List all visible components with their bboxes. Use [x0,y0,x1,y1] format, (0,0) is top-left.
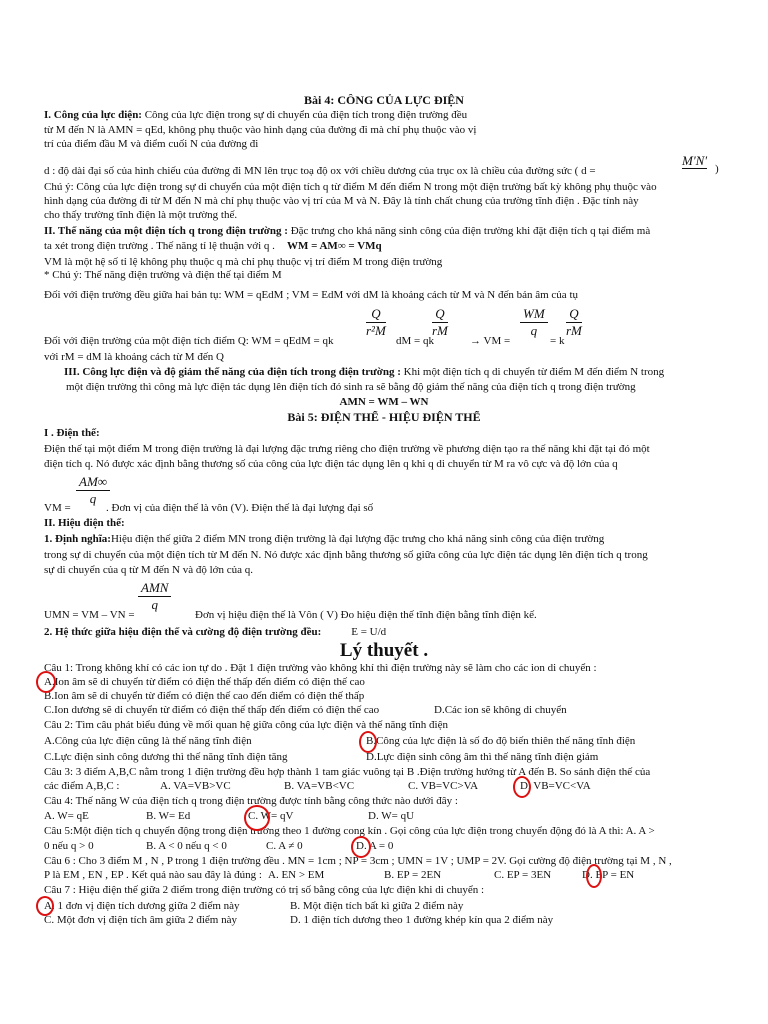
question-1-option-a: A.Ion âm sẽ di chuyển từ điểm có điện thế thấp đến điểm có điện thế cao [44,676,365,688]
question-5-line-1: Câu 5:Một điện tích q chuyển động trong điện trường theo 1 đường cong kín . Gọi công của lực điện trong chuyển động đó là A thì: A. A > [44,825,655,837]
fraction-amn-over-q: AMN q [138,580,171,613]
answer-mark-q7 [36,896,54,916]
question-7: Câu 7 : Hiệu điện thế giữa 2 điểm trong điện trường có trị số bằng công của lực điện khi di chuyển : [44,884,485,896]
answer-mark-q2 [359,731,377,753]
question-6-option-c: C. EP = 3EN [494,869,552,881]
fraction-q-over-r-2: $\frac{Q}{rM}$ [566,306,582,338]
answer-mark-q5 [351,836,371,858]
question-4-option-a: A. W= qE [44,810,89,822]
question-5-option-d: D. A = 0 [356,840,394,852]
lesson5-section-1-line-3: . Đơn vị của điện thế là vôn (V). Điện thế là đại lượng đại số [106,502,374,514]
lesson5-section-1-line-2: điện tích q. Nó được xác định bằng thương số của công của lực điện tác dụng lên q khi q di chuyển từ M ra vô cực và độ lớn của q [44,458,618,470]
section-1-note-2: hình dạng của đường đi từ M đến N mà chỉ phụ thuộc vào vị trí của M và N. Đây là tính chất chung của trường tĩnh điện . Đặc tính này [44,195,639,207]
lesson5-section-1-line-1: Điện thế tại một điểm M trong điện trường là đại lượng đặc trưng riêng cho điện trường về phương diện tạo ra thế năng khi đặt tại đó một [44,443,650,455]
fraction-q-over-r2: $\frac{Q}{\text{r²M}}$ [366,306,386,338]
question-6-option-b: B. EP = 2EN [384,869,442,881]
section-2-line-7: với rM = dM là khoảng cách từ M đến Q [44,351,224,363]
question-3-option-c: C. VB=VC>VA [408,780,479,792]
question-4-option-b: B. W= Ed [146,810,191,822]
question-7-option-c: C. Một đơn vị điện tích âm giữa 2 điểm này [44,914,237,926]
question-4-option-d: D. W= qU [368,810,415,822]
section-1-line-2: từ M đến N là AMN = qEd, không phụ thuộc vào hình dạng của đường đi mà chỉ phụ thuộc vào vị [44,124,477,136]
lesson5-title: Bài 5: ĐIỆN THẾ - HIỆU ĐIỆN THẾ [287,411,481,424]
section-2-line-6b: dM = qk [396,335,434,347]
question-4: Câu 4: Thế năng W của điện tích q trong điện trường được tính bằng công thức nào dưới đây : [44,795,458,807]
lesson5-section-1-head: I . Điện thế: [44,427,100,439]
question-5-option-b: B. A < 0 nếu q < 0 [146,840,227,852]
lesson5-section-2-line-5: 2. Hệ thức giữa hiệu điện thế và cường độ điện trường đều: E = U/d [44,626,387,638]
lesson5-section-2-head: II. Hiệu điện thế: [44,517,125,529]
section-1-line-1: I. Công của lực điện: Công của lực điện trong sự di chuyển của điện tích trong điện trường đều [44,109,468,121]
question-3-line-2: các điểm A,B,C : [44,780,120,792]
answer-mark-q1 [36,671,56,693]
answer-mark-q4 [244,805,270,831]
fraction-a-inf-over-q: $\frac{AM\infty}{q}$ [76,474,110,507]
section-2-line-3: VM là một hệ số tỉ lệ không phụ thuộc q mà chỉ phụ thuộc vị trí điểm M trong điện trường [44,256,443,268]
question-2-option-b: B.Công của lực điện là số đo độ biến thiên thế năng tĩnh điện [366,735,636,747]
lesson4-title: Bài 4: CÔNG CỦA LỰC ĐIỆN [304,94,464,107]
section-1-note-3: cho thấy trường tĩnh điện là một trường thế. [44,209,238,221]
section-2-line-4: * Chú ý: Thế năng điện trường và điện thế tại điểm M [44,269,282,281]
question-5-option-a: 0 nếu q > 0 [44,840,94,852]
question-1-option-d: D.Các ion sẽ không di chuyển [434,704,567,716]
question-7-option-d: D. 1 điện tích dương theo 1 đường khép kín qua 2 điểm này [290,914,554,926]
question-6-option-d: D. EP = EN [582,869,635,881]
question-3-line-1: Câu 3: 3 điểm A,B,C nằm trong 1 điện trường đều hợp thành 1 tam giác vuông tại B .Điện trường hướng từ A đến B. So sánh điện thế của [44,766,651,778]
d-formula: M'N' [682,153,708,168]
question-2: Câu 2: Tìm câu phát biểu đúng về mối quan hệ giữa công của lực điện và thế năng tĩnh điện [44,719,448,731]
question-3-option-d: D. VB=VC<VA [520,780,591,792]
lesson5-umn-label: UMN = VM – VN = [44,609,135,621]
fraction-w-over-q: $\frac{WM}{q}$ [520,306,548,339]
question-2-option-d: D.Lực điện sinh công âm thì thế năng tĩnh điện giảm [366,751,599,763]
section-2-line-6a: Đối với điện trường của một điện tích điểm Q: WM = qEdM = qk [44,335,334,347]
section-2-line-1: II. Thế năng của một điện tích q trong điện trường : Đặc trưng cho khả năng sinh công của điện trường khi đặt điện tích q tại điểm mà [44,225,651,237]
question-7-option-b: B. Một điện tích bất kì giữa 2 điểm này [290,900,464,912]
section-1-note-1: Chú ý: Công của lực điện trong sự di chuyển của một điện tích q từ điểm M đến điểm N trong một điện trường bất kỳ không phụ thuộc vào [44,181,657,193]
question-6-option-a: A. EN > EM [268,869,325,881]
section-2-line-6d: = k [550,335,565,347]
lesson5-section-2-line-4: Đơn vị hiệu điện thế là Vôn ( V) Đo hiệu điện thế tĩnh điện bằng tĩnh điện kế. [195,609,537,621]
section-2-line-5: Đối với điện trường đều giữa hai bản tụ: WM = qEdM ; VM = EdM với dM là khoảng cách từ M và N đến bản âm của tụ [44,289,578,301]
lesson5-section-2-line-2: trong sự di chuyển của một điện tích từ M đến N. Nó được xác định bằng thương số giữa công của lực điện tác dụng lên điện tích q trong [44,549,648,561]
question-7-option-a: A. 1 đơn vị điện tích dương giữa 2 điểm này [44,900,240,912]
question-1: Câu 1: Trong không khí có các ion tự do . Đặt 1 điện trường vào không khí thì điện trường này sẽ làm cho các ion di chuyển : [44,662,597,674]
question-1-option-c: C.Ion dương sẽ di chuyển từ điểm có điện thế thấp đến điểm có điện thế cao [44,704,380,716]
question-6-line-2: P là EM , EN , EP . Kết quả nào sau đây là đúng : [44,869,262,881]
question-2-option-c: C.Lực điện sinh công dương thì thế năng tĩnh điện tăng [44,751,288,763]
theory-title: Lý thuyết . [339,640,429,661]
question-3-option-a: A. VA=VB>VC [160,780,231,792]
question-4-option-c: C. W= qV [248,810,294,822]
section-2-line-2: ta xét trong điện trường . Thế năng tỉ lệ thuận với q . WM = AM∞ = VMq [44,240,382,252]
section-1-line-3: trí của điểm đầu M và điểm cuối N của đường đi [44,138,259,150]
question-1-option-b: B.Ion âm sẽ di chuyển từ điểm có điện thế cao đến điểm có điện thế thấp [44,690,365,702]
section-1-line-4: d : độ dài đại số của hình chiếu của đường đi MN lên trục toạ độ ox với chiều dương của trục ox là chiều của đường sức ( d = [44,165,596,177]
lesson5-section-2-line-3: sự di chuyển của q từ M đến N và độ lớn của q. [44,564,253,576]
fraction-q-over-r: $\frac{Q}{rM}$ [432,306,448,338]
section-3-formula: AMN = WM – WN [339,396,429,408]
section-3-line-1: III. Công lực điện và độ giảm thế năng của điện tích trong điện trường : Khi một điện tích q di chuyển từ điểm M đến điểm N trong [64,366,665,378]
closing-paren: ) [715,163,719,175]
section-3-line-2: một điện trường thì công mà lực điện tác dụng lên điện tích đó sinh ra sẽ bằng độ giảm thế năng của điện tích q trong điện trường [66,381,636,393]
lesson5-vm-label: VM = [44,502,71,514]
question-6-line-1: Câu 6 : Cho 3 điểm M , N , P trong 1 điện trường đều . MN = 1cm ; NP = 3cm ; UMN = 1V ; UMP = 2V. Gọi cường độ điện trường tại M , N , [44,855,672,867]
answer-mark-q6 [586,864,602,888]
question-3-option-b: B. VA=VB<VC [284,780,355,792]
answer-mark-q3 [513,776,531,798]
question-2-option-a: A.Công của lực điện cũng là thế năng tĩnh điện [44,735,252,747]
section-2-line-6c: → VM = [470,335,511,347]
question-5-option-c: C. A ≠ 0 [266,840,303,852]
lesson5-section-2-line-1: 1. Định nghĩa:Hiệu điện thế giữa 2 điểm MN trong điện trường là đại lượng đặc trưng cho khả năng sinh công của điện trường [44,533,605,545]
